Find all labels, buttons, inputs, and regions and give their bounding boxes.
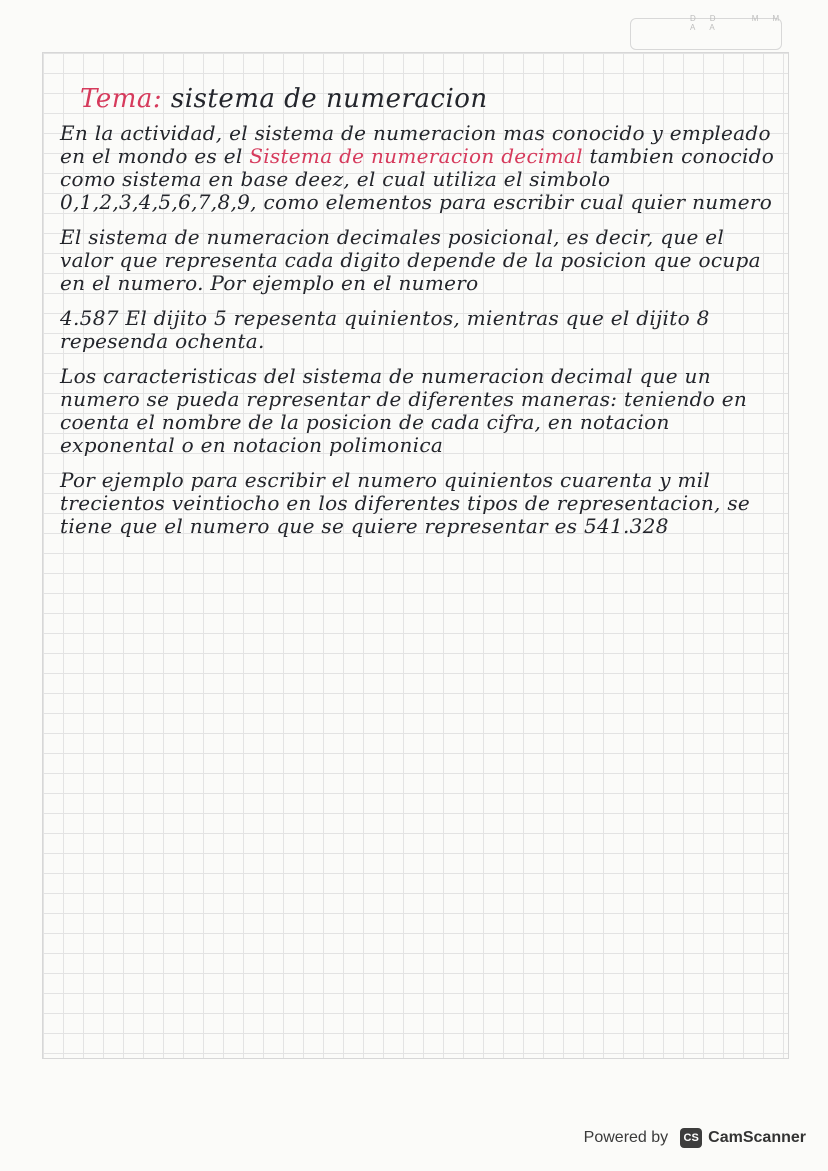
paragraph-5 — [60, 469, 780, 538]
paragraph-1-accent: Sistema de numeracion decimal — [249, 144, 583, 168]
date-label-month: MM — [751, 14, 794, 23]
date-label-day: DD — [690, 14, 730, 23]
paragraph-4 — [60, 365, 780, 457]
paragraph-1-before: En la actividad, el sistema de numeracion mas conocido y empleado en el mondo es el — [60, 121, 771, 168]
date-label-year: AA — [690, 23, 729, 32]
date-labels — [690, 14, 828, 32]
paragraph-2 — [60, 226, 780, 295]
camscanner-brand: CamScanner — [708, 1129, 806, 1146]
camscanner-footer — [584, 1128, 806, 1148]
title-label: Tema: — [80, 84, 163, 114]
camscanner-logo-icon: CS — [680, 1128, 702, 1148]
powered-by-text: Powered by — [583, 1129, 669, 1146]
paragraph-1-after: tambien conocido como sistema en base deez, el cual utiliza el simbolo 0,1,2,3,4,5,6,7,8,9, como elementos para escribir cual quier numero — [60, 144, 775, 214]
paragraph-1 — [60, 122, 780, 214]
paragraph-2-text: El sistema de numeracion decimales posicional, es decir, que el valor que representa cada digito depende de la posicion que ocupa en el numero. Por ejemplo en el numero — [60, 225, 761, 295]
paragraph-3-text: 4.587 El dijito 5 repesenta quinientos, mientras que el dijito 8 repesenda ochenta. — [60, 306, 710, 353]
title-text: sistema de numeracion — [162, 84, 488, 114]
paragraph-3 — [60, 307, 780, 353]
note-content — [60, 82, 780, 550]
paragraph-5-text: Por ejemplo para escribir el numero quinientos cuarenta y mil trecientos veintiocho en los diferentes tipos de representacion, se tiene que el numero que se quiere representar es 541.328 — [60, 468, 751, 538]
paragraph-4-text: Los caracteristicas del sistema de numeracion decimal que un numero se pueda representar de diferentes maneras: teniendo en coenta el nombre de la posicion de cada cifra, en notacion exponental o en notacion polimonica — [60, 364, 748, 457]
note-title — [80, 82, 780, 116]
